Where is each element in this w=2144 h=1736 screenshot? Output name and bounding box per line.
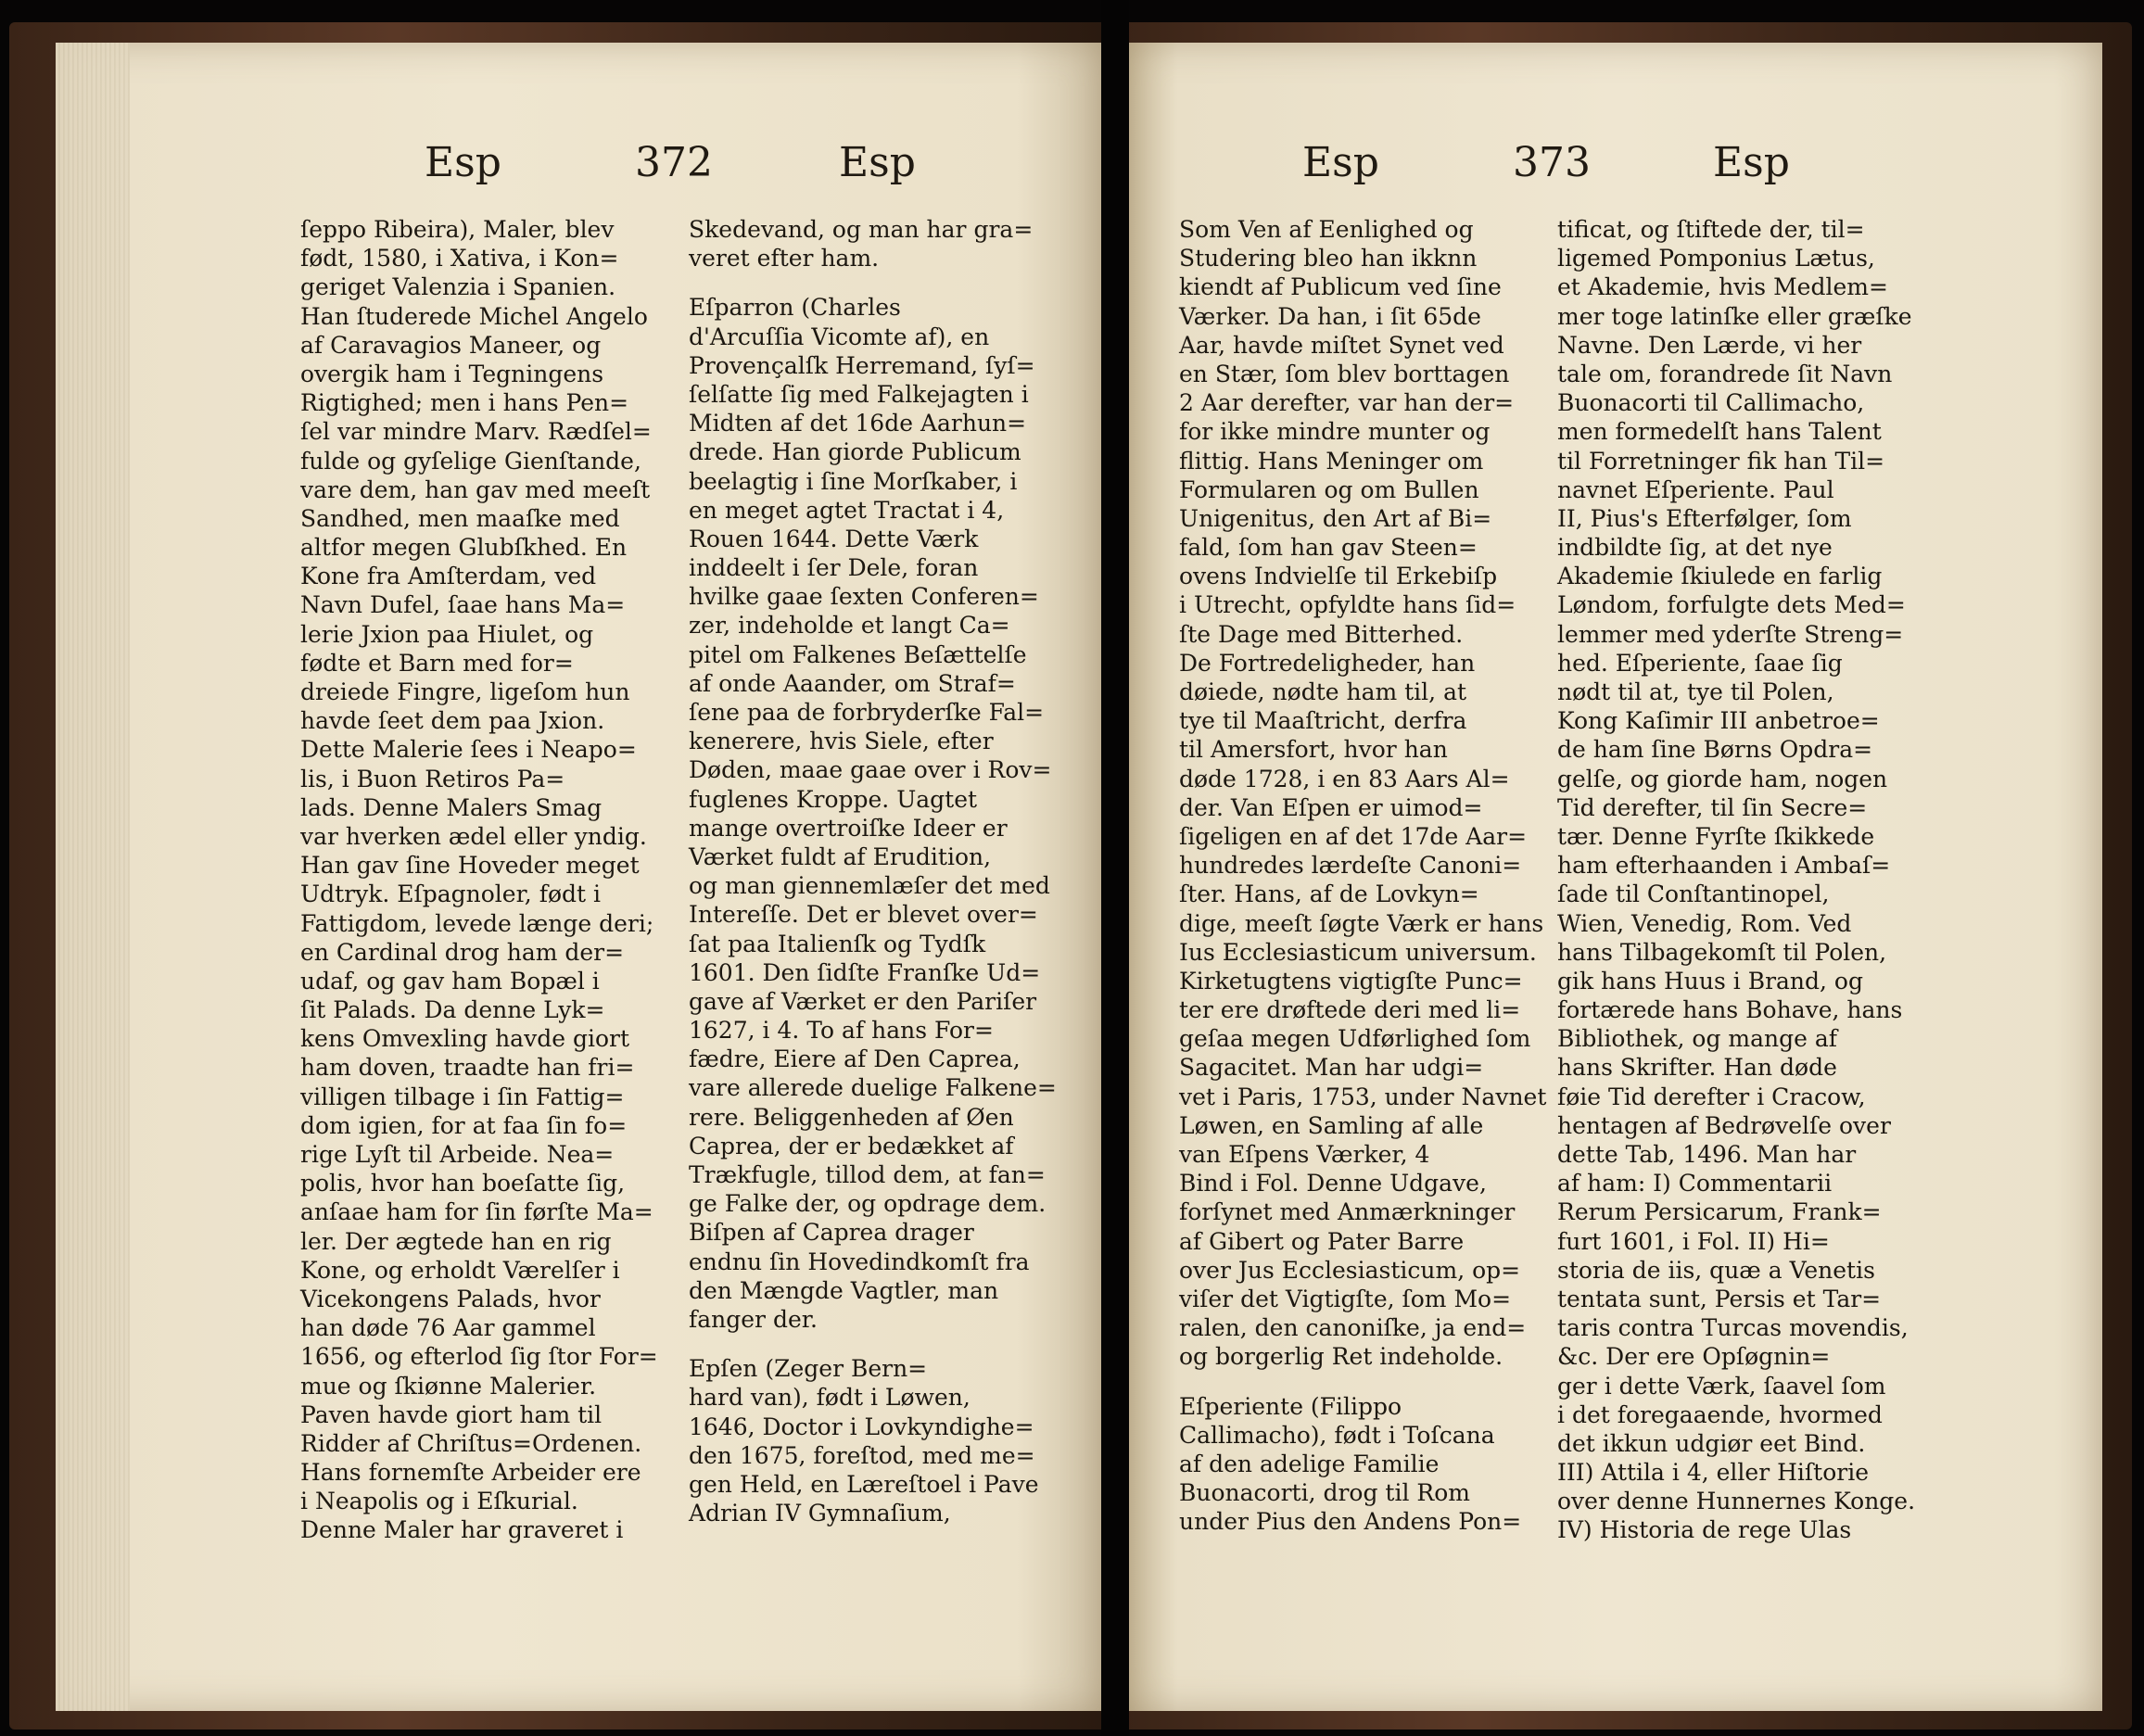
text-line: hed. Eſperiente, ſaae ſig (1557, 649, 1843, 677)
text-line: lemmer med yderſte Streng= (1557, 620, 1904, 648)
text-line: III) Attila i 4, eller Hiſtorie (1557, 1459, 1869, 1487)
book-gutter (1101, 0, 1129, 1736)
right-page-number: 373 (1513, 139, 1591, 186)
text-line: hans Tilbagekomſt til Polen, (1557, 938, 1887, 966)
text-line: den 1675, foreſtod, med me= (689, 1441, 1035, 1469)
text-line: 1627, i 4. To af hans For= (689, 1017, 994, 1045)
text-line: kenerere, hvis Siele, efter (689, 728, 994, 755)
text-line: Løwen, en Samling af alle (1179, 1111, 1484, 1139)
text-line: pitel om Falkenes Beſættelſe (689, 640, 1027, 668)
text-line: veret efter ham. (689, 245, 880, 272)
text-line: anſaae ham for ſin førſte Ma= (300, 1198, 653, 1226)
text-line: ſade til Conſtantinopel, (1557, 881, 1830, 908)
text-line: fald, ſom han gav Steen= (1179, 534, 1478, 562)
text-line: ſigeligen en af det 17de Aar= (1179, 822, 1528, 850)
text-line: fødte et Barn med for= (300, 649, 574, 677)
text-line: udaf, og gav ham Bopæl i (300, 967, 600, 995)
text-line: ger i dette Værk, ſaavel ſom (1557, 1372, 1886, 1400)
text-line: viſer det Vigtigſte, ſom Mo= (1179, 1285, 1512, 1312)
text-line: ſte Dage med Bitterhed. (1179, 620, 1464, 648)
text-line: Hans fornemſte Arbeider ere (300, 1459, 641, 1487)
text-line: ſelſatte ſig med Falkejagten i (689, 380, 1029, 408)
text-line: ſel var mindre Marv. Rædſel= (300, 418, 652, 446)
text-line: Formularen og om Bullen (1179, 475, 1479, 503)
text-line: hundredes lærdeſte Canoni= (1179, 852, 1522, 880)
text-line: Sagacitet. Man har udgi= (1179, 1054, 1484, 1082)
text-line: tale om, forandrede ſit Navn (1557, 360, 1893, 387)
text-line: ſene paa de forbryderſke Fal= (689, 699, 1045, 726)
text-line: Ius Ecclesiasticum universum. (1179, 938, 1537, 966)
text-line: Værker. Da han, i ſit 65de (1179, 302, 1481, 330)
text-line: til Amersfort, hvor han (1179, 736, 1448, 764)
text-line: og man giennemlæſer det med (689, 872, 1050, 900)
left-header-keyword-right: Esp (839, 139, 916, 186)
text-line: Kone fra Amſterdam, ved (300, 563, 597, 590)
text-line: beelagtig i ſine Morſkaber, i (689, 467, 1018, 495)
text-line: nødt til at, tye til Polen, (1557, 678, 1834, 705)
text-line: der. Van Eſpen er uimod= (1179, 793, 1483, 821)
text-line: hans Skrifter. Han døde (1557, 1054, 1837, 1082)
text-line: 2 Aar derefter, var han der= (1179, 389, 1515, 417)
text-line: kens Omvexling havde giort (300, 1025, 630, 1053)
entry-gap (689, 272, 1050, 293)
text-line: vare allerede duelige Falkene= (689, 1074, 1057, 1102)
text-line: Udtryk. Eſpagnoler, født i (300, 881, 601, 908)
text-line: fulde og gyſelige Gienſtande, (300, 447, 641, 475)
text-line: over denne Hunnernes Konge. (1557, 1488, 1916, 1515)
text-line: en Stær, ſom blev borttagen (1179, 360, 1510, 387)
text-line: Aar, havde miſtet Synet ved (1179, 331, 1504, 359)
text-line: hvilke gaae ſexten Conferen= (689, 583, 1039, 611)
text-line: Eſperiente (Filippo (1179, 1392, 1402, 1420)
text-line: drede. Han giorde Publicum (689, 438, 1021, 466)
text-line: Denne Maler har graveret i (300, 1516, 624, 1544)
text-line: de ham ſine Børns Opdra= (1557, 736, 1873, 764)
text-line: Vicekongens Palads, hvor (300, 1285, 601, 1312)
text-line: mange overtroiſke Ideer er (689, 814, 1008, 842)
text-line: hentagen af Bedrøvelſe over (1557, 1111, 1891, 1139)
text-line: i det foregaaende, hvormed (1557, 1400, 1883, 1428)
text-line: han døde 76 Aar gammel (300, 1314, 596, 1342)
text-line: døde 1728, i en 83 Aars Al= (1179, 765, 1510, 792)
text-line: Værket fuldt af Erudition, (689, 843, 992, 870)
text-line: Rouen 1644. Dette Værk (689, 525, 979, 552)
right-header-keyword-right: Esp (1713, 139, 1790, 186)
text-line: ſeppo Ribeira), Maler, blev (300, 216, 615, 243)
right-page-column-2 (1557, 215, 1923, 1545)
text-line: Han gav ſine Hoveder meget (300, 852, 640, 880)
text-line: dette Tab, 1496. Man har (1557, 1141, 1857, 1168)
text-line: Kong Kaſimir III anbetroe= (1557, 707, 1880, 735)
text-line: den Mængde Vagtler, man (689, 1276, 999, 1304)
text-line: mue og ſkiønne Malerier. (300, 1372, 597, 1400)
text-line: geriget Valenzia i Spanien. (300, 273, 616, 301)
page-edges (56, 43, 130, 1711)
text-line: ham doven, traadte han fri= (300, 1054, 635, 1082)
right-page-column-1 (1179, 215, 1545, 1536)
text-line: ter ere drøftede deri med li= (1179, 996, 1521, 1024)
text-line: storia de iis, quæ a Venetis (1557, 1256, 1875, 1284)
text-line: ſter. Hans, af de Lovkyn= (1179, 881, 1479, 908)
text-line: Tid derefter, til ſin Secre= (1557, 793, 1868, 821)
text-line: tificat, og ſtiftede der, til= (1557, 216, 1865, 243)
text-line: inddeelt i ſer Dele, foran (689, 554, 979, 582)
text-line: indbildte ſig, at det nye (1557, 534, 1833, 562)
text-line: d'Arcuſſia Vicomte af), en (689, 323, 990, 350)
text-line: Kone, og erholdt Værelſer i (300, 1256, 620, 1284)
text-line: Sandhed, men maaſke med (300, 504, 620, 532)
text-line: døiede, nødte ham til, at (1179, 678, 1467, 705)
text-line: Adrian IV Gymnaſium, (689, 1500, 951, 1527)
text-line: ligemed Pomponius Lætus, (1557, 245, 1875, 272)
text-line: van Eſpens Værker, 4 (1179, 1141, 1430, 1168)
text-line: 1601. Den ſidſte Franſke Ud= (689, 958, 1041, 986)
text-line: flittig. Hans Meninger om (1179, 447, 1484, 475)
text-line: dom igien, for at faa ſin fo= (300, 1111, 628, 1139)
text-line: Fattigdom, levede længe deri; (300, 909, 654, 937)
text-line: født, 1580, i Xativa, i Kon= (300, 245, 619, 272)
text-line: gen Held, en Læreſtoel i Pave (689, 1470, 1039, 1498)
text-line: 1656, og efterlod ſig ſtor For= (300, 1343, 658, 1371)
text-line: Navne. Den Lærde, vi her (1557, 331, 1862, 359)
left-header-keyword-left: Esp (425, 139, 501, 186)
text-line: navnet Eſperiente. Paul (1557, 475, 1834, 503)
text-line: Bind i Fol. Denne Udgave, (1179, 1170, 1487, 1197)
text-line: Ridder af Chriſtus=Ordenen. (300, 1429, 642, 1457)
text-line: Eſparron (Charles (689, 294, 901, 322)
text-line: Kirketugtens vigtigſte Punc= (1179, 967, 1523, 995)
text-line: af Caravagios Maneer, og (300, 331, 602, 359)
text-line: Unigenitus, den Art af Bi= (1179, 504, 1492, 532)
text-line: Bibliothek, og mange af (1557, 1025, 1838, 1053)
text-line: af onde Aaander, om Straf= (689, 669, 1016, 697)
text-line: kiendt af Publicum ved ſine (1179, 273, 1502, 301)
text-line: Buonacorti til Callimacho, (1557, 389, 1865, 417)
text-line: dige, meeſt ſøgte Værk er hans (1179, 909, 1544, 937)
text-line: hard van), født i Løwen, (689, 1384, 971, 1412)
text-line: dreiede Fingre, ligeſom hun (300, 678, 630, 705)
right-header-keyword-left: Esp (1302, 139, 1379, 186)
text-line: Caprea, der er bedækket af (689, 1132, 1014, 1159)
text-line: Rigtighed; men i hans Pen= (300, 389, 629, 417)
text-line: tær. Denne Fyrſte ſkikkede (1557, 822, 1875, 850)
text-line: Rerum Persicarum, Frank= (1557, 1198, 1882, 1226)
text-line: Skedevand, og man har gra= (689, 216, 1034, 243)
left-page-number: 372 (635, 139, 713, 186)
text-line: for ikke mindre munter og (1179, 418, 1491, 446)
text-line: mer toge latinſke eller græſke (1557, 302, 1912, 330)
text-line: tye til Maaſtricht, derfra (1179, 707, 1467, 735)
text-line: ler. Der ægtede han en rig (300, 1227, 612, 1255)
text-line: det ikkun udgiør eet Bind. (1557, 1429, 1866, 1457)
text-line: fædre, Eiere af Den Caprea, (689, 1045, 1021, 1073)
right-page-header (0, 139, 2144, 195)
text-line: zer, indeholde et langt Ca= (689, 612, 1010, 640)
text-line: og borgerlig Ret indeholde. (1179, 1343, 1503, 1371)
text-line: vet i Paris, 1753, under Navnet (1179, 1083, 1547, 1110)
text-line: af Gibert og Pater Barre (1179, 1227, 1465, 1255)
text-line: IV) Historia de rege Ulas (1557, 1516, 1852, 1544)
text-line: Han ſtuderede Michel Angelo (300, 302, 648, 330)
text-line: villigen tilbage i ſin Fattig= (300, 1083, 625, 1110)
text-line: vare dem, han gav med meeſt (300, 475, 651, 503)
text-line: Løndom, forfulgte dets Med= (1557, 591, 1906, 619)
text-line: fuglenes Kroppe. Uagtet (689, 785, 978, 813)
text-line: Døden, maae gaae over i Rov= (689, 756, 1052, 784)
text-line: var hverken ædel eller yndig. (300, 822, 647, 850)
text-line: gik hans Huus i Brand, og (1557, 967, 1863, 995)
text-line: Trækfugle, tillod dem, at fan= (689, 1161, 1046, 1188)
text-line: Midten af det 16de Aarhun= (689, 410, 1027, 437)
text-line: rere. Beliggenheden af Øen (689, 1103, 1014, 1131)
text-line: en Cardinal drog ham der= (300, 938, 625, 966)
text-line: lis, i Buon Retiros Pa= (300, 765, 565, 792)
entry-gap (1179, 1372, 1545, 1392)
text-line: lerie Jxion paa Hiulet, og (300, 620, 594, 648)
text-line: gave af Værket er den Pariſer (689, 987, 1037, 1015)
text-line: tentata sunt, Persis et Tar= (1557, 1285, 1882, 1312)
text-line: i Neapolis og i Eſkurial. (300, 1488, 578, 1515)
text-line: polis, hvor han boeſatte ſig, (300, 1170, 626, 1197)
text-line: II, Pius's Efterfølger, ſom (1557, 504, 1852, 532)
text-line: altfor megen Glubſkhed. En (300, 534, 628, 562)
text-line: føie Tid derefter i Cracow, (1557, 1083, 1866, 1110)
text-line: fanger der. (689, 1305, 818, 1333)
text-line: Som Ven af Eenlighed og (1179, 216, 1474, 243)
text-line: forſynet med Anmærkninger (1179, 1198, 1516, 1226)
text-line: Akademie ſkiulede en farlig (1557, 563, 1883, 590)
text-line: overgik ham i Tegningens (300, 360, 604, 387)
text-line: furt 1601, i Fol. II) Hi= (1557, 1227, 1830, 1255)
entry-gap (689, 1334, 1050, 1354)
left-page-column-2 (689, 215, 1057, 1527)
text-line: men formedelſt hans Talent (1557, 418, 1882, 446)
text-line: ſat paa Italienſk og Tydſk (689, 930, 986, 957)
text-line: Biſpen af Caprea drager (689, 1219, 974, 1247)
text-line: Wien, Venedig, Rom. Ved (1557, 909, 1852, 937)
text-line: geſaa megen Udførlighed ſom (1179, 1025, 1531, 1053)
text-line: endnu ſin Hovedindkomſt fra (689, 1248, 1030, 1275)
text-line: Dette Malerie ſees i Neapo= (300, 736, 637, 764)
text-line: Navn Dufel, ſaae hans Ma= (300, 591, 626, 619)
text-line: i Utrecht, opfyldte hans ſid= (1179, 591, 1516, 619)
text-line: ſit Palads. Da denne Lyk= (300, 996, 605, 1024)
text-line: fortærede hans Bohave, hans (1557, 996, 1903, 1024)
text-line: &c. Der ere Opſøgnin= (1557, 1343, 1831, 1371)
text-line: ralen, den canoniſke, ja end= (1179, 1314, 1527, 1342)
text-line: havde ſeet dem paa Jxion. (300, 707, 605, 735)
text-line: Provençalſk Herremand, ſyſ= (689, 351, 1035, 379)
text-line: ge Falke der, og opdrage dem. (689, 1190, 1047, 1218)
text-line: lads. Denne Malers Smag (300, 793, 603, 821)
text-line: 1646, Doctor i Lovkyndighe= (689, 1413, 1034, 1440)
text-line: til Forretninger fik han Til= (1557, 447, 1885, 475)
left-page-column-1 (300, 215, 662, 1545)
text-line: gelſe, og giorde ham, nogen (1557, 765, 1888, 792)
text-line: ovens Indvielſe til Erkebiſp (1179, 563, 1498, 590)
text-line: rige Lyſt til Arbeide. Nea= (300, 1141, 615, 1168)
text-line: Paven havde giort ham til (300, 1400, 603, 1428)
text-line: Buonacorti, drog til Rom (1179, 1479, 1470, 1507)
text-line: under Pius den Andens Pon= (1179, 1508, 1522, 1536)
text-line: Epſen (Zeger Bern= (689, 1355, 928, 1383)
text-line: Studering bleo han ikknn (1179, 245, 1478, 272)
text-line: De Fortredeligheder, han (1179, 649, 1476, 677)
text-line: Intereſſe. Det er blevet over= (689, 901, 1038, 929)
text-line: Callimacho), født i Toſcana (1179, 1421, 1495, 1449)
text-line: taris contra Turcas movendis, (1557, 1314, 1909, 1342)
text-line: en meget agtet Tractat i 4, (689, 496, 1005, 524)
text-line: af den adelige Familie (1179, 1450, 1440, 1477)
text-line: ham efterhaanden i Ambaſ= (1557, 852, 1891, 880)
text-line: over Jus Ecclesiasticum, op= (1179, 1256, 1521, 1284)
text-line: af ham: I) Commentarii (1557, 1170, 1833, 1197)
text-line: et Akademie, hvis Medlem= (1557, 273, 1888, 301)
